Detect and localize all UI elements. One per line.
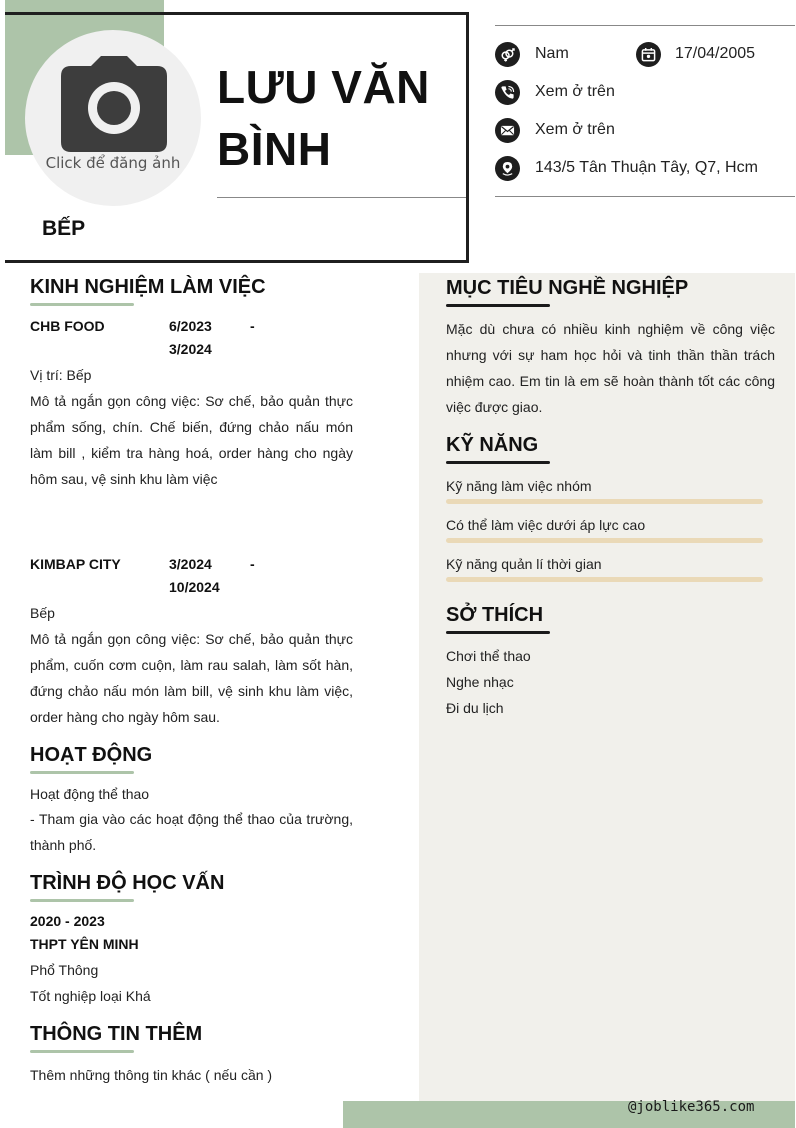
hobbies-underline — [446, 631, 550, 634]
phone-value: Xem ở trên — [535, 83, 615, 100]
objective-title: MỤC TIÊU NGHỀ NGHIỆP — [446, 277, 689, 299]
contact-top-divider — [495, 25, 795, 26]
skill-3-bar — [446, 577, 763, 582]
skills-title: KỸ NĂNG — [446, 434, 539, 456]
objective-text: Mặc dù chưa có nhiều kinh nghiệm về công việc nhưng với sự ham học hỏi và tinh thần thần trách nhiệm cao. Em tin là em sẽ hoàn thành tốt các công việc được giao. — [446, 321, 775, 415]
objective-underline — [446, 304, 550, 307]
job-2-start: 3/2024 — [169, 556, 212, 572]
activities-title: HOẠT ĐỘNG — [30, 744, 153, 766]
gender-value: Nam — [535, 45, 569, 62]
education-title: TRÌNH ĐỘ HỌC VẤN — [30, 872, 225, 894]
email-icon — [495, 118, 520, 143]
education-underline — [30, 899, 134, 902]
job-1-start: 6/2023 — [169, 318, 212, 334]
education-type: Phổ Thông — [30, 962, 99, 978]
job-2-company: KIMBAP CITY — [30, 556, 121, 572]
skill-1-label: Kỹ năng làm việc nhóm — [446, 478, 592, 494]
location-icon — [495, 156, 520, 181]
contact-bottom-divider — [495, 196, 795, 197]
phone-icon — [495, 80, 520, 105]
extra-title: THÔNG TIN THÊM — [30, 1023, 203, 1045]
candidate-name — [217, 56, 457, 180]
skill-3-label: Kỹ năng quản lí thời gian — [446, 556, 602, 572]
camera-icon — [61, 56, 167, 152]
skill-2-label: Có thể làm việc dưới áp lực cao — [446, 517, 646, 533]
extra-underline — [30, 1050, 134, 1053]
birthday-value: 17/04/2005 — [675, 45, 756, 62]
activities-underline — [30, 771, 134, 774]
education-years: 2020 - 2023 — [30, 913, 105, 929]
name-line-1: LƯU VĂN — [217, 61, 430, 113]
footer-website: @joblike365.com — [628, 1099, 755, 1115]
address-value: 143/5 Tân Thuận Tây, Q7, Hcm — [535, 159, 758, 176]
experience-title: KINH NGHIỆM LÀM VIỆC — [30, 276, 266, 298]
activities-line-2: - Tham gia vào các hoạt động thể thao của trường, thành phố. — [30, 811, 353, 853]
profile-photo-upload[interactable] — [25, 30, 201, 206]
job-2-dash: - — [250, 556, 255, 572]
education-school: THPT YÊN MINH — [30, 936, 139, 952]
skill-1-bar — [446, 499, 763, 504]
skill-2-bar — [446, 538, 763, 543]
job-1-company: CHB FOOD — [30, 318, 105, 334]
job-1-dash: - — [250, 318, 255, 334]
job-1-end: 3/2024 — [169, 341, 212, 357]
job-1-description: Mô tả ngắn gọn công việc: Sơ chế, bảo quản thực phẩm sống, chín. Chế biến, đứng chảo nấu món làm bill , kiểm tra hàng hoá, order hàng cho ngày hôm sau, vệ sinh khu làm việc — [30, 393, 353, 487]
hobby-item: Đi du lịch — [446, 700, 504, 716]
activities-line-1: Hoạt động thể thao — [30, 786, 150, 802]
job-title: BẾP — [42, 217, 86, 240]
name-line-2: BÌNH — [217, 123, 332, 175]
skills-underline — [446, 461, 550, 464]
calendar-icon — [636, 42, 661, 67]
job-1-position: Vị trí: Bếp — [30, 367, 92, 383]
email-value: Xem ở trên — [535, 121, 615, 138]
name-divider — [217, 197, 466, 198]
extra-text: Thêm những thông tin khác ( nếu cần ) — [30, 1067, 273, 1083]
experience-underline — [30, 303, 134, 306]
education-result: Tốt nghiệp loại Khá — [30, 988, 151, 1004]
hobby-item: Chơi thể thao — [446, 648, 531, 664]
job-2-position: Bếp — [30, 605, 55, 621]
hobby-item: Nghe nhạc — [446, 674, 514, 690]
job-2-description: Mô tả ngắn gọn công việc: Sơ chế, bảo quản thực phẩm, cuốn cơm cuộn, làm rau salah, làm sốt hàn, đứng chảo nấu món làm bill, vệ sinh khu làm việc, order hàng cho ngày hôm sau. — [30, 631, 353, 725]
gender-icon — [495, 42, 520, 67]
hobbies-title: SỞ THÍCH — [446, 604, 544, 626]
job-2-end: 10/2024 — [169, 579, 220, 595]
photo-upload-label: Click để đăng ảnh — [45, 154, 181, 172]
